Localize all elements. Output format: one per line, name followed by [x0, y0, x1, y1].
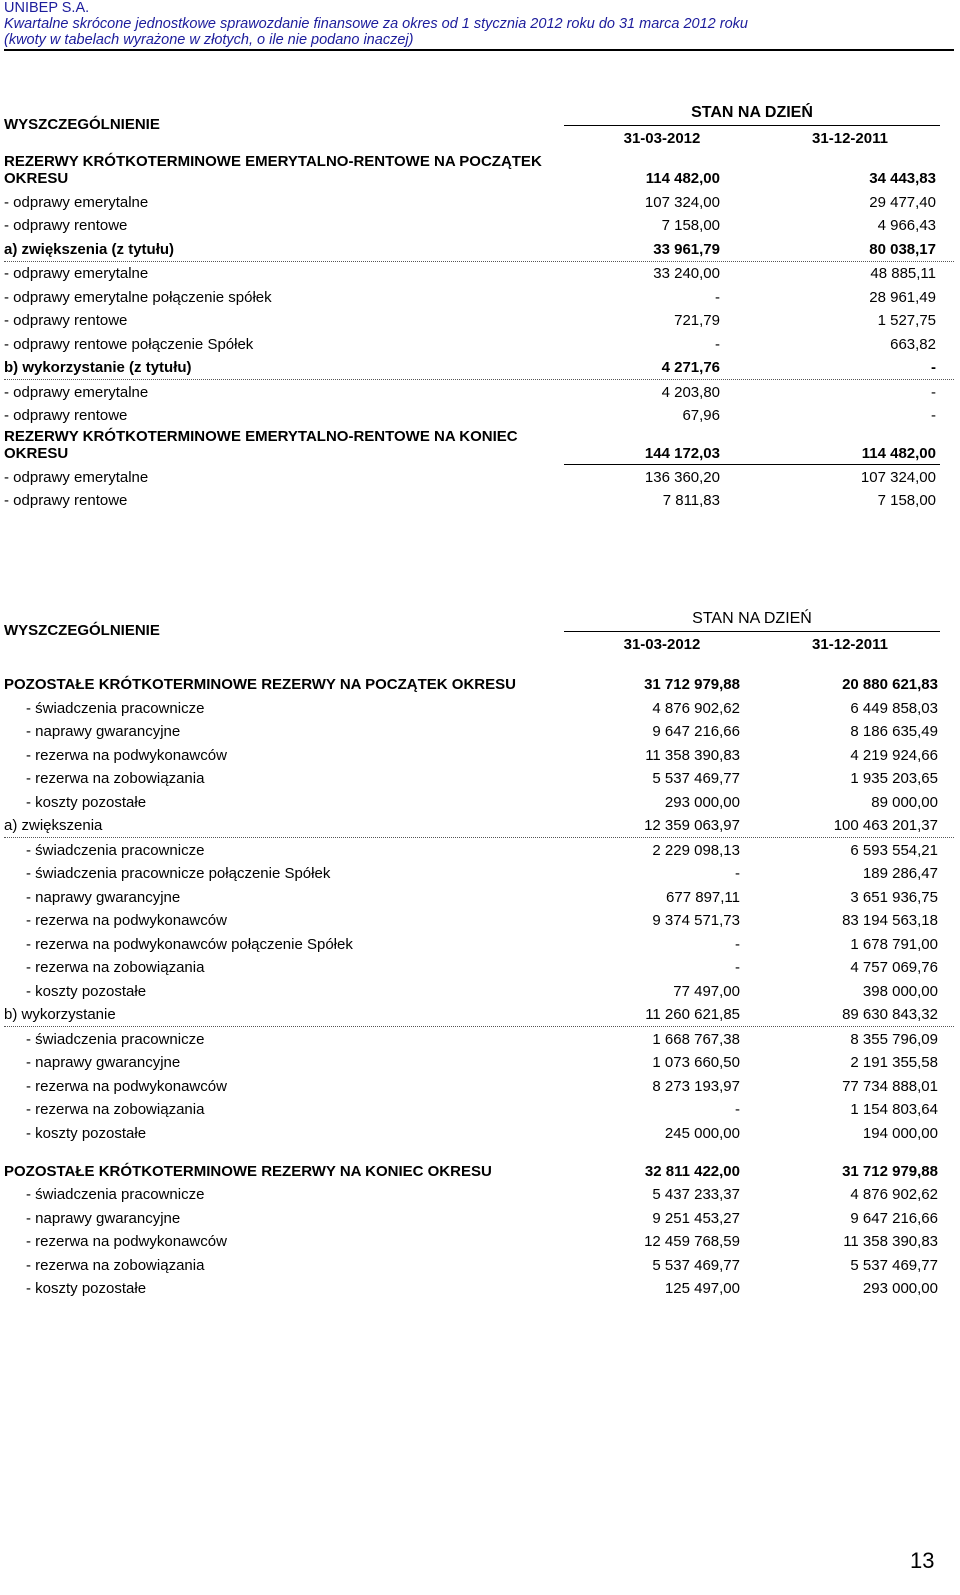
value-2012: 7 811,83 [662, 492, 720, 509]
value-2011: 28 961,49 [869, 288, 936, 306]
table-header [4, 606, 954, 658]
row-label: - rezerwa na zobowiązania [26, 959, 205, 976]
group-header: STAN NA DZIEŃ [692, 610, 812, 627]
row-label: - odprawy rentowe [4, 492, 128, 509]
value-2011: 1 678 791,00 [850, 935, 938, 953]
value-2011: 31 712 979,88 [842, 1162, 938, 1180]
row-label: - rezerwa na podwykonawców [26, 912, 227, 929]
row-label: - odprawy emerytalne [4, 193, 149, 211]
row-label: - odprawy emerytalne [4, 383, 149, 401]
value-2012: 114 482,00 [645, 170, 720, 187]
value-2011: 4 219 924,66 [850, 746, 938, 764]
row-label: - odprawy rentowe [4, 312, 128, 329]
table-row [4, 465, 954, 489]
table-row [4, 885, 954, 909]
date-column-2: 31-12-2011 [812, 636, 888, 653]
table-row [4, 743, 954, 767]
value-2011: 77 734 888,01 [842, 1077, 938, 1095]
table-row [4, 1003, 954, 1028]
table-row [4, 1074, 954, 1098]
value-2012: 33 240,00 [653, 265, 720, 282]
row-label: - odprawy rentowe [4, 407, 128, 424]
value-2011: 114 482,00 [861, 445, 936, 462]
value-2011: 48 885,11 [870, 265, 936, 282]
row-label: - koszty pozostałe [26, 982, 147, 1000]
row-label: - rezerwa na podwykonawców [26, 746, 227, 764]
value-2011: 1 154 803,64 [850, 1101, 938, 1118]
value-2011: 293 000,00 [862, 1280, 938, 1297]
value-2012: - [735, 935, 740, 953]
table-row [4, 1253, 954, 1277]
row-label: REZERWY KRÓTKOTERMINOWE EMERYTALNO-RENTOWE NA POCZĄTEK OKRESU [4, 153, 542, 187]
value-2012: 7 158,00 [661, 217, 720, 234]
value-2011: 194 000,00 [862, 1124, 938, 1142]
value-2012: 32 811 422,00 [644, 1162, 740, 1180]
value-2012: 2 229 098,13 [652, 841, 740, 859]
row-label: - świadczenia pracownicze [26, 841, 205, 859]
value-2011: 100 463 201,37 [833, 817, 938, 834]
value-2012: 1 073 660,50 [652, 1054, 740, 1071]
row-label: - naprawy gwarancyjne [26, 1054, 181, 1071]
table-row [4, 190, 954, 214]
value-2011: 6 449 858,03 [850, 699, 938, 717]
value-2012: 107 324,00 [644, 193, 720, 211]
row-label: a) zwiększenia [4, 817, 103, 834]
row-label: REZERWY KRÓTKOTERMINOWE EMERYTALNO-RENTOWE NA KONIEC OKRESU [4, 428, 518, 462]
row-label: - odprawy emerytalne [4, 265, 149, 282]
value-2012: 4 271,76 [661, 359, 720, 376]
row-label: - świadczenia pracownicze [26, 699, 205, 717]
value-2011: 9 647 216,66 [850, 1209, 938, 1227]
table-row [4, 262, 954, 286]
value-2012: 5 537 469,77 [652, 770, 740, 787]
value-2012: 5 437 233,37 [652, 1186, 740, 1203]
table-row [4, 790, 954, 814]
column-label: WYSZCZEGÓLNIENIE [4, 622, 160, 639]
table-row [4, 1145, 954, 1183]
value-2012: 1 668 767,38 [652, 1030, 740, 1048]
value-2012: 33 961,79 [653, 240, 720, 258]
row-label: - naprawy gwarancyjne [26, 1209, 181, 1227]
value-2011: 8 186 635,49 [850, 723, 938, 740]
value-2012: 11 260 621,85 [645, 1006, 740, 1023]
row-label: POZOSTAŁE KRÓTKOTERMINOWE REZERWY NA POCZĄTEK OKRESU [4, 676, 516, 693]
table-row [4, 720, 954, 744]
units-note: (kwoty w tabelach wyrażone w złotych, o ile nie podano inaczej) [4, 32, 414, 48]
row-label: - rezerwa na zobowiązania [26, 1256, 205, 1274]
row-label: - świadczenia pracownicze połączenie Spółek [26, 865, 331, 882]
date-column-1: 31-03-2012 [623, 636, 701, 653]
column-label: WYSZCZEGÓLNIENIE [4, 116, 160, 133]
value-2012: 4 876 902,62 [652, 699, 740, 717]
company-name: UNIBEP S.A. [4, 0, 90, 16]
header-underline [564, 631, 940, 632]
table-row [4, 1027, 954, 1051]
table-row [4, 862, 954, 886]
row-label: - odprawy rentowe połączenie Spółek [4, 335, 254, 353]
value-2011: 5 537 469,77 [850, 1256, 938, 1274]
page-number: 13 [910, 1548, 935, 1573]
table-row [4, 356, 954, 381]
value-2011: 83 194 563,18 [842, 912, 938, 929]
value-2011: 189 286,47 [862, 865, 938, 882]
value-2012: 125 497,00 [664, 1280, 740, 1297]
value-2011: 1 527,75 [877, 312, 936, 329]
pension-reserves-table [4, 100, 954, 512]
table-row [4, 1098, 954, 1122]
row-label: - świadczenia pracownicze [26, 1186, 205, 1203]
value-2012: 11 358 390,83 [645, 746, 740, 764]
page-header [4, 0, 954, 48]
value-2012: 4 203,80 [661, 383, 720, 401]
value-2012: 12 459 768,59 [644, 1233, 740, 1250]
value-2012: - [735, 959, 740, 976]
table-row [4, 237, 954, 262]
table-row [4, 909, 954, 933]
row-label: - odprawy rentowe [4, 217, 128, 234]
table-row [4, 380, 954, 404]
value-2011: 107 324,00 [860, 468, 936, 486]
row-label: - naprawy gwarancyjne [26, 888, 181, 906]
value-2011: 80 038,17 [869, 240, 936, 258]
value-2011: 4 966,43 [877, 217, 936, 234]
value-2011: 7 158,00 [877, 492, 936, 509]
value-2011: 8 355 796,09 [850, 1030, 938, 1048]
table-row [4, 332, 954, 356]
value-2011: 663,82 [890, 335, 936, 353]
table-row [4, 814, 954, 839]
table-row [4, 285, 954, 309]
value-2012: 77 497,00 [673, 982, 740, 1000]
value-2012: 144 172,03 [644, 445, 720, 462]
row-label: b) wykorzystanie [4, 1006, 116, 1023]
table-row [4, 1051, 954, 1075]
table-row [4, 767, 954, 791]
value-2012: 67,96 [682, 407, 720, 424]
value-2011: 4 876 902,62 [850, 1186, 938, 1203]
value-2012: 31 712 979,88 [644, 676, 740, 693]
value-2012: - [735, 1101, 740, 1118]
value-2012: 12 359 063,97 [644, 817, 740, 834]
table-row [4, 152, 954, 190]
row-label: - odprawy emerytalne połączenie spółek [4, 288, 272, 306]
table-header [4, 100, 954, 152]
value-2011: 4 757 069,76 [850, 959, 938, 976]
value-2012: 136 360,20 [644, 468, 720, 486]
row-label: - rezerwa na zobowiązania [26, 770, 205, 787]
value-2011: 1 935 203,65 [850, 770, 938, 787]
table-row [4, 309, 954, 333]
row-label: b) wykorzystanie (z tytułu) [4, 359, 192, 376]
value-2011: - [931, 383, 936, 401]
table-row [4, 956, 954, 980]
row-label: - odprawy emerytalne [4, 468, 149, 486]
value-2011: 29 477,40 [869, 193, 936, 211]
table-row [4, 838, 954, 862]
value-2011: 20 880 621,83 [842, 676, 938, 693]
value-2012: 721,79 [674, 312, 720, 329]
row-label: - rezerwa na zobowiązania [26, 1101, 205, 1118]
value-2011: 2 191 355,58 [850, 1054, 938, 1071]
value-2012: - [715, 288, 720, 306]
value-2011: 6 593 554,21 [850, 841, 938, 859]
value-2011: - [931, 407, 936, 424]
row-label: - rezerwa na podwykonawców [26, 1077, 227, 1095]
row-label: - rezerwa na podwykonawców [26, 1233, 227, 1250]
value-2012: 5 537 469,77 [652, 1256, 740, 1274]
row-label: - naprawy gwarancyjne [26, 723, 181, 740]
value-2011: - [931, 359, 936, 376]
row-label: a) zwiększenia (z tytułu) [4, 240, 175, 258]
table-row [4, 1230, 954, 1254]
row-label: - koszty pozostałe [26, 1124, 147, 1142]
row-label: - świadczenia pracownicze [26, 1030, 205, 1048]
date-column-1: 31-03-2012 [623, 130, 701, 147]
value-2012: 9 647 216,66 [652, 723, 740, 740]
value-2012: 9 251 453,27 [652, 1209, 740, 1227]
date-column-2: 31-12-2011 [812, 130, 888, 147]
row-label: - rezerwa na podwykonawców połączenie Spółek [26, 935, 353, 953]
table-row [4, 1183, 954, 1207]
value-2011: 3 651 936,75 [850, 888, 938, 906]
value-2012: - [715, 335, 720, 353]
value-2012: - [735, 865, 740, 882]
value-2011: 398 000,00 [862, 982, 938, 1000]
value-2011: 89 000,00 [871, 793, 938, 811]
table-row [4, 1206, 954, 1230]
table-row [4, 658, 954, 696]
table-row [4, 427, 954, 465]
value-2012: 245 000,00 [664, 1124, 740, 1142]
group-header: STAN NA DZIEŃ [691, 104, 813, 121]
row-label: - koszty pozostałe [26, 1280, 147, 1297]
value-2012: 8 273 193,97 [652, 1077, 740, 1095]
table-row [4, 489, 954, 513]
table-row [4, 404, 954, 428]
other-reserves-table [4, 606, 954, 1300]
table-row [4, 1121, 954, 1145]
value-2012: 293 000,00 [664, 793, 740, 811]
value-2011: 11 358 390,83 [843, 1233, 938, 1250]
table-row [4, 214, 954, 238]
value-2012: 9 374 571,73 [652, 912, 740, 929]
value-2012: 677 897,11 [666, 888, 740, 906]
header-underline [564, 125, 940, 126]
table-row [4, 696, 954, 720]
table-row [4, 979, 954, 1003]
row-label: - koszty pozostałe [26, 793, 147, 811]
header-divider [4, 49, 954, 51]
row-label: POZOSTAŁE KRÓTKOTERMINOWE REZERWY NA KONIEC OKRESU [4, 1162, 492, 1180]
table-row [4, 1277, 954, 1301]
value-2011: 34 443,83 [869, 170, 936, 187]
report-title: Kwartalne skrócone jednostkowe sprawozdanie finansowe za okres od 1 stycznia 2012 roku do 31 marca 2012 roku [4, 16, 748, 32]
value-2011: 89 630 843,32 [842, 1006, 938, 1023]
table-row [4, 932, 954, 956]
